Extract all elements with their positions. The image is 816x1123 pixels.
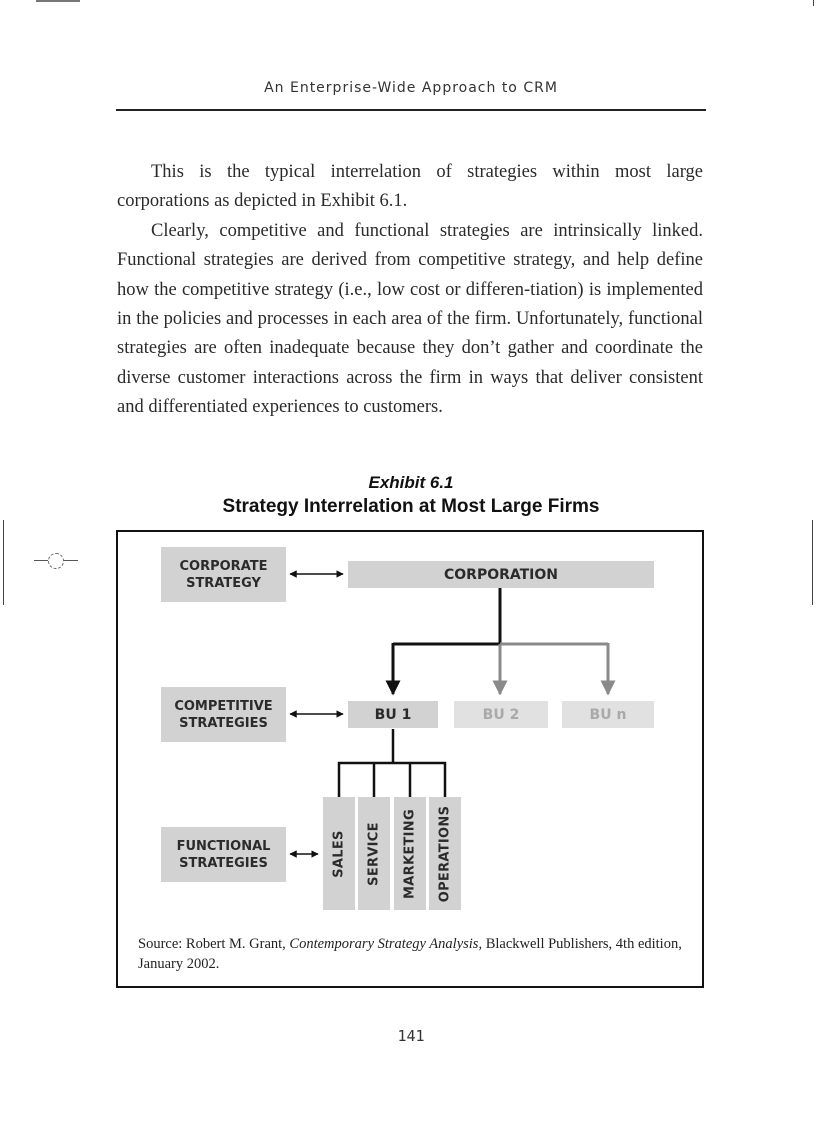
functional-strategies-box [161,827,286,882]
source-book-title: Contemporary Strategy Analysis [289,936,479,952]
bu-n-box: BU n [562,701,654,728]
functional-strategies-label: FUNCTIONAL STRATEGIES [176,838,271,871]
bu-1-box: BU 1 [348,701,438,728]
competitive-strategies-box [161,687,286,742]
paragraph: This is the typical interrelation of strategies within most large corporations as depicted in Exhibit 6.1. [117,162,703,212]
sales-label: SALES [331,829,347,878]
operations-label: OPERATIONS [437,805,453,902]
marketing-label: MARKETING [402,808,418,899]
source-note [138,934,698,974]
paragraph: Clearly, competitive and functional strategies are intrinsically linked. Functional strategies are derived from competitive strategy, and help define how the competitive strategy (i.e., low cost or differen-tiation) is implemented in the policies and processes in each area of the firm. Unfortunately, functional strategies are often inadequate because they don’t gather and coordinate the diverse customer interactions across the firm in ways that deliver consistent and differentiated experiences to customers. [117,220,703,418]
page-number: 141 [397,1027,425,1045]
service-box [358,797,390,910]
operations-box [429,797,461,910]
competitive-strategies-label: COMPETITIVE STRATEGIES [174,698,273,731]
exhibit-title: Strategy Interrelation at Most Large Firms [222,496,600,517]
source-prefix: Source: Robert M. Grant, [138,936,290,952]
service-label: SERVICE [366,821,382,886]
bu-2-box: BU 2 [454,701,548,728]
source-suffix: , Blackwell Publishers, 4th edition, January 2002. [138,936,682,972]
running-header: An Enterprise-Wide Approach to CRM [264,80,558,96]
marketing-box [394,797,426,910]
corporate-strategy-box [161,547,286,602]
exhibit-label: Exhibit 6.1 [368,473,454,492]
corporate-strategy-label: CORPORATE STRATEGY [179,558,268,591]
sales-box [323,797,355,910]
corporation-box: CORPORATION [348,561,654,588]
